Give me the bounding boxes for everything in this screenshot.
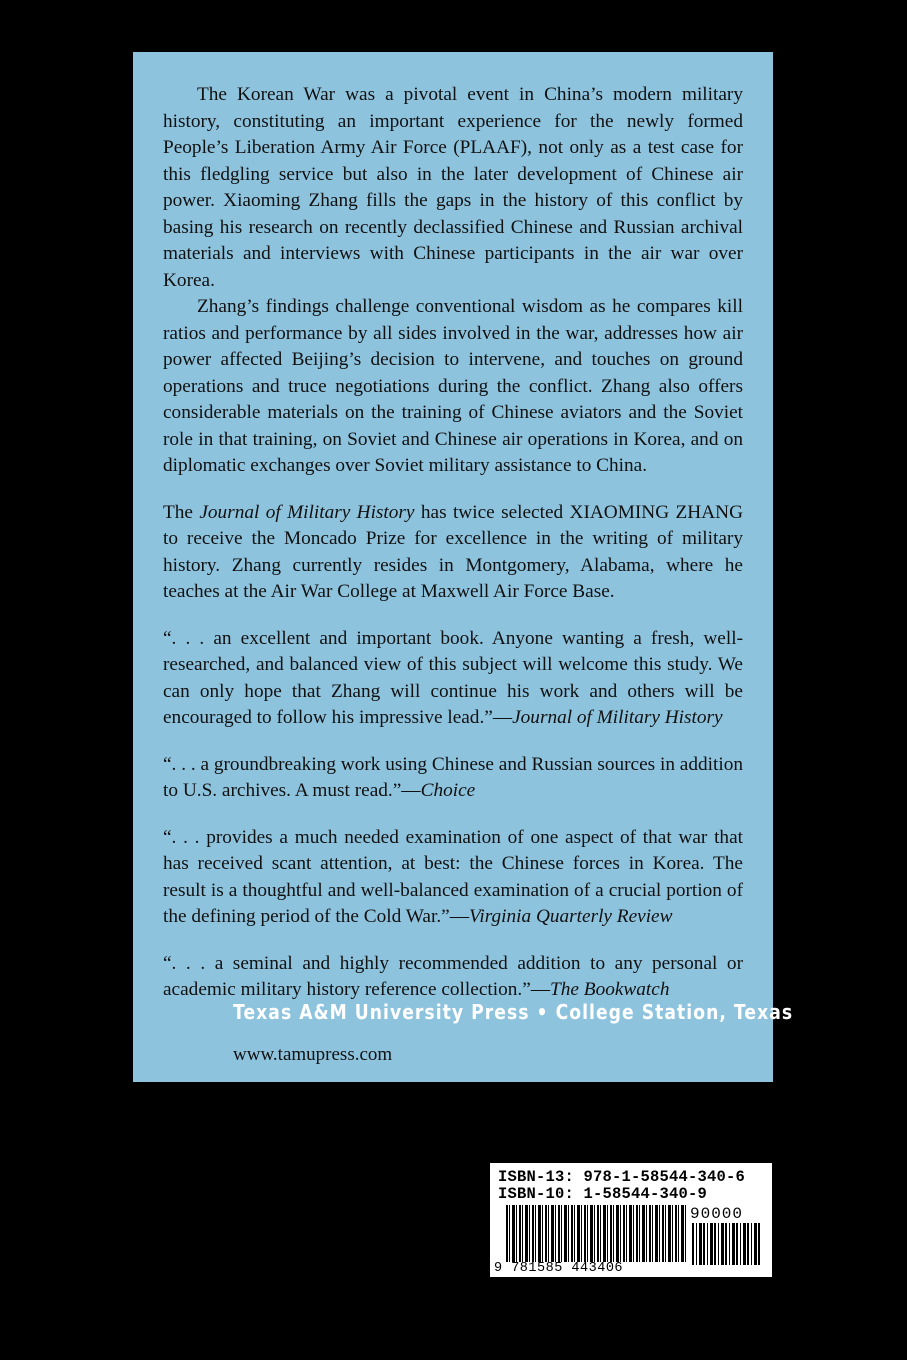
- price-barcode-bars: [692, 1223, 762, 1265]
- isbn-10: ISBN-10: 1-58544-340-9: [498, 1185, 708, 1203]
- review-source: Journal of Military History: [512, 707, 723, 728]
- review-quote-2: “. . . a groundbreaking work using Chinese and Russian sources in addition to U.S. archives. A must read.”—Choice: [163, 753, 743, 801]
- barcode-bars: [506, 1205, 688, 1265]
- review-quote-3: “. . . provides a much needed examination of one aspect of that war that has received scant attention, at best: the Chinese forces in Korea. The result is a thoughtful and well-balanced examination of a crucial portion of the defining period of the Cold War.”—Virginia Quarterly Review: [163, 826, 743, 927]
- journal-title: Journal of Military History: [199, 501, 415, 523]
- barcode-digits: 9 781585 443406: [494, 1262, 688, 1276]
- review-source: The Bookwatch: [550, 979, 670, 1000]
- publisher-line: Texas A&M University Press • College Station, Texas: [233, 1000, 794, 1024]
- cover-text: [163, 82, 743, 1004]
- book-description: [163, 82, 743, 480]
- review-source: Choice: [420, 780, 476, 801]
- isbn-barcode: [490, 1163, 772, 1277]
- publisher-url: www.tamupress.com: [233, 1044, 393, 1065]
- price-code: 90000: [690, 1205, 744, 1223]
- review-quote-4: “. . . a seminal and highly recommended addition to any personal or academic military history reference collection.”—The Bookwatch: [163, 952, 743, 1000]
- back-cover-panel: [133, 52, 794, 1082]
- description-paragraph-2: Zhang’s findings challenge conventional wisdom as he compares kill ratios and performance by all sides involved in the war, addresses how air power affected Beijing’s decision to intervene, and touches on ground operations and truce negotiations during the conflict. Zhang also offers considerable materials on the training of Chinese aviators and the Soviet role in that training, on Soviet and Chinese air operations in Korea, and on diplomatic exchanges over Soviet military assistance to China.: [163, 296, 743, 476]
- author-bio: The Journal of Military History has twice selected XIAOMING ZHANG to receive the Moncado Prize for excellence in the writing of military history. Zhang currently resides in Montgomery, Alabama, where he teaches at the Air War College at Maxwell Air Force Base.: [163, 501, 743, 602]
- review-source: Virginia Quarterly Review: [469, 906, 673, 927]
- review-quote-1: “. . . an excellent and important book. Anyone wanting a fresh, well-researched, and balanced view of this subject will welcome this study. We can only hope that Zhang will continue his work and others will be encouraged to follow his impressive lead.”—Journal of Military History: [163, 627, 743, 728]
- isbn-13: ISBN-13: 978-1-58544-340-6: [498, 1168, 746, 1186]
- description-paragraph-1: The Korean War was a pivotal event in China’s modern military history, constituting an important experience for the newly formed People’s Liberation Army Air Force (PLAAF), not only as a test case for this fledgling service but also in the later development of Chinese air power. Xiaoming Zhang fills the gaps in the history of this conflict by basing his research on recently declassified Chinese and Russian archival materials and interviews with Chinese participants in the air war over Korea.: [163, 84, 743, 291]
